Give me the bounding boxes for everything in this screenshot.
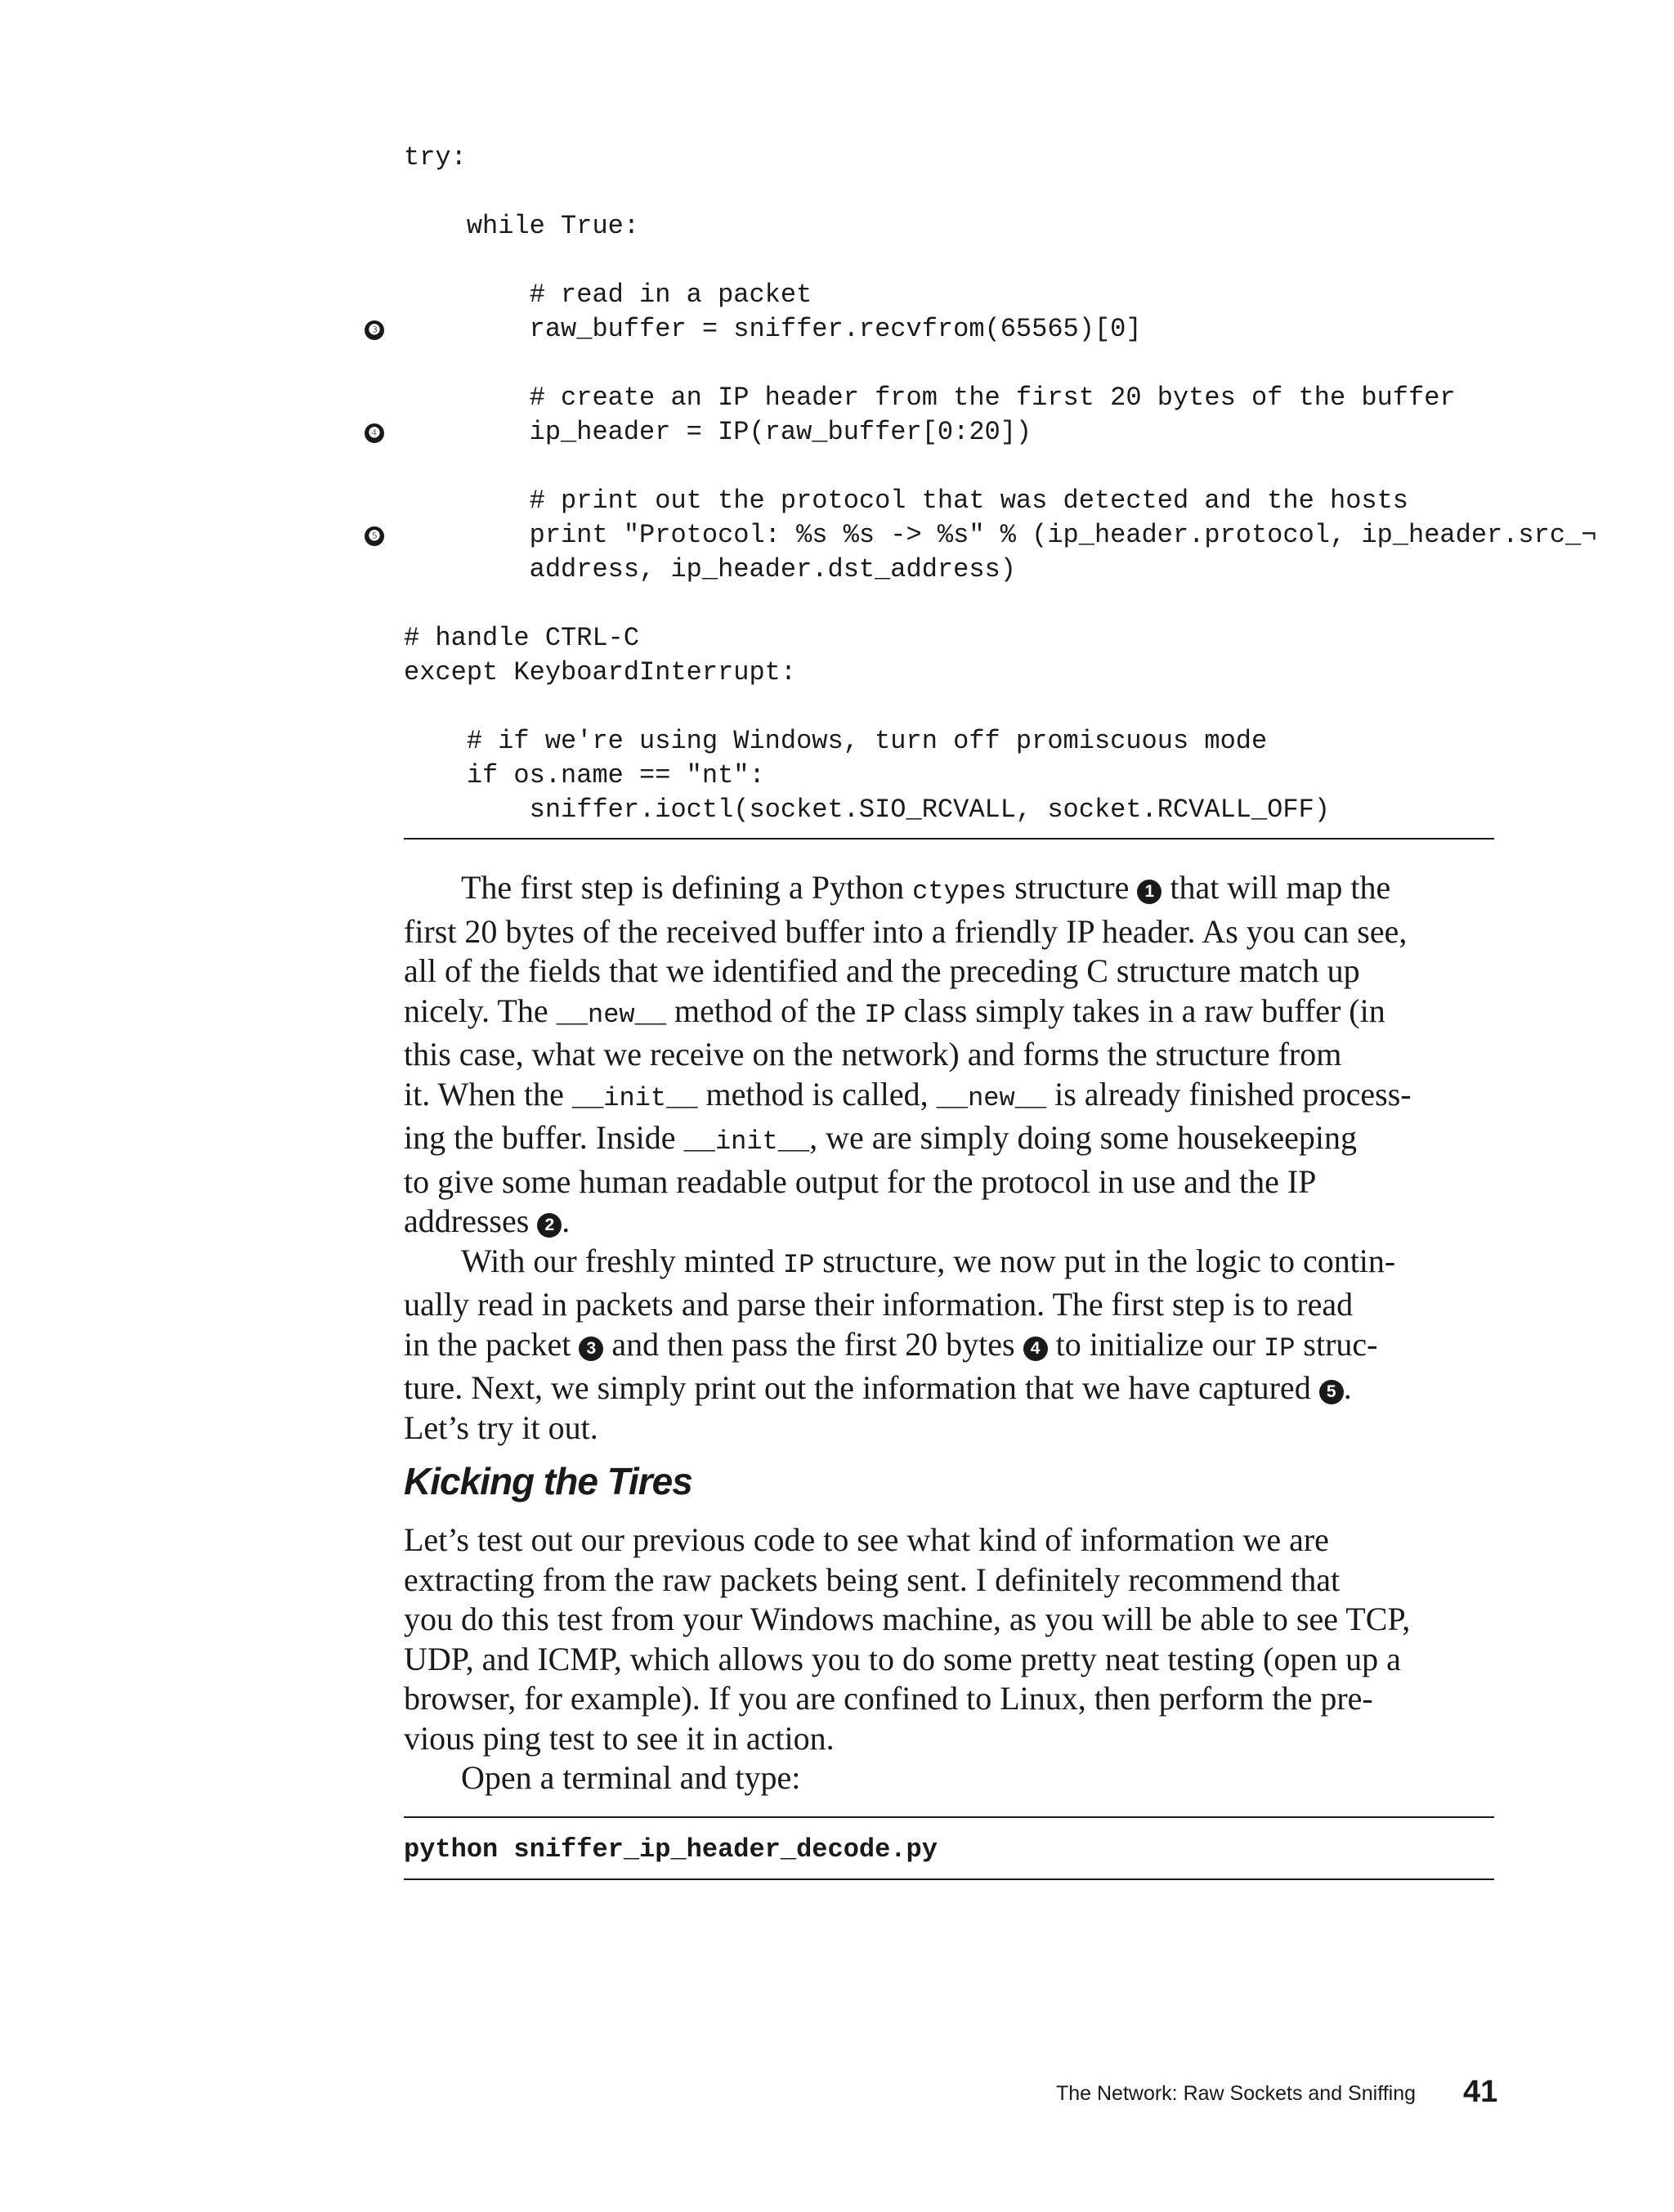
text-line: UDP, and ICMP, which allows you to do some pretty neat testing (open up a: [404, 1640, 1401, 1677]
text-line: you do this test from your Windows machine, as you will be able to see TCP,: [404, 1601, 1411, 1637]
code-line: ip_header = IP(raw_buffer[0:20]): [404, 417, 1032, 447]
text-line: ture. Next, we simply print out the information that we have captured 5 .: [404, 1369, 1352, 1406]
code-line: # read in a packet: [404, 280, 812, 310]
code-line: if os.name == "nt":: [404, 760, 765, 790]
text-line: extracting from the raw packets being sent. I definitely recommend that: [404, 1560, 1341, 1598]
code-line: # create an IP header from the first 20 bytes of the buffer: [404, 383, 1456, 413]
text-line: nicely. The __new__ method of the IP class simply takes in a raw buffer (in: [404, 992, 1385, 1030]
text-line: ually read in packets and parse their information. The first step is to read: [404, 1286, 1354, 1323]
page-number: 41: [1463, 2075, 1498, 2109]
code-line: raw_buffer = sniffer.recvfrom(65565)[0]: [404, 314, 1142, 344]
command-bottom-rule: [404, 1878, 1494, 1880]
text-line: in the packet 3 and then pass the first 20 bytes 4 to initialize our IP struc-: [404, 1325, 1378, 1363]
callout-4-icon: 4: [1023, 1337, 1048, 1361]
callout-2-icon: 2: [537, 1213, 562, 1238]
code-line: while True:: [404, 211, 640, 241]
text-line: vious ping test to see it in action.: [404, 1719, 835, 1757]
callout-5-icon: ❺: [365, 526, 384, 546]
text-line: Open a terminal and type:: [461, 1759, 801, 1796]
running-footer: The Network: Raw Sockets and Sniffing: [1055, 2082, 1416, 2105]
paragraph: [404, 1520, 1515, 1798]
text-line: With our freshly minted IP structure, we now put in the logic to contin-: [461, 1242, 1396, 1280]
text-line: to give some human readable output for the protocol in use and the IP: [404, 1162, 1317, 1200]
text-line: it. When the __init__ method is called, __new__ is already finished process-: [404, 1075, 1412, 1113]
callout-3-icon: 3: [579, 1337, 603, 1361]
callout-4-icon: ❹: [365, 423, 384, 443]
code-bottom-rule: [404, 838, 1494, 840]
code-line: try:: [404, 142, 467, 172]
code-line: sniffer.ioctl(socket.SIO_RCVALL, socket.RCVALL_OFF): [404, 795, 1330, 825]
text-line: first 20 bytes of the received buffer into a friendly IP header. As you can see,: [404, 912, 1408, 950]
callout-3-icon: ❸: [365, 320, 384, 340]
text-line: this case, what we receive on the network) and forms the structure from: [404, 1036, 1342, 1072]
terminal-command: python sniffer_ip_header_decode.py: [404, 1834, 938, 1865]
text-line: The first step is defining a Python ctypes structure 1 that will map the: [461, 869, 1391, 907]
code-line: # print out the protocol that was detected and the hosts: [404, 486, 1408, 516]
text-line: Let’s test out our previous code to see what kind of information we are: [404, 1521, 1329, 1558]
code-line: address, ip_header.dst_address): [404, 554, 1016, 584]
text-line: browser, for example). If you are confined to Linux, then perform the pre-: [404, 1680, 1373, 1717]
text-line: ing the buffer. Inside __init__, we are simply doing some housekeeping: [404, 1119, 1358, 1157]
section-heading: Kicking the Tires: [404, 1460, 692, 1502]
code-line: # handle CTRL-C: [404, 623, 640, 653]
code-line: except KeyboardInterrupt:: [404, 657, 797, 687]
text-line: all of the fields that we identified and the preceding C structure match up: [404, 952, 1360, 989]
command-top-rule: [404, 1816, 1494, 1818]
text-line: Let’s try it out.: [404, 1408, 598, 1446]
callout-5-icon: 5: [1319, 1380, 1344, 1404]
code-line: # if we're using Windows, turn off promiscuous mode: [404, 726, 1268, 756]
callout-1-icon: 1: [1137, 880, 1162, 904]
code-line: print "Protocol: %s %s -> %s" % (ip_header.protocol, ip_header.src_¬: [404, 520, 1597, 550]
paragraph: [404, 868, 1515, 1448]
text-line: addresses 2 .: [404, 1202, 571, 1239]
